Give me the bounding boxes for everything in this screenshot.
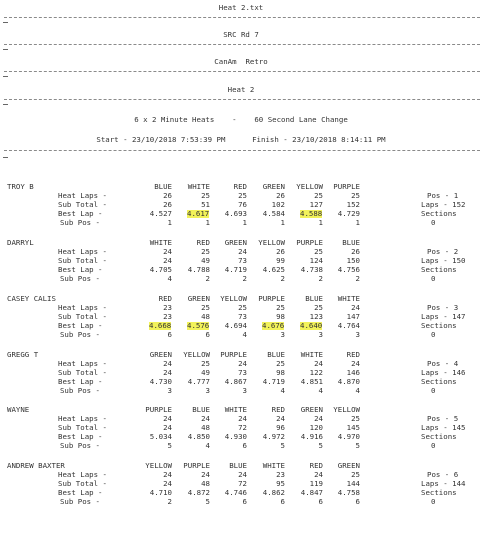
heat-laps-value: 26 [276,191,285,200]
sub-total-value: 119 [309,479,323,488]
lane-header: RED [196,238,210,247]
sub-pos-value: 1 [280,218,285,227]
sub-total-value: 98 [276,312,285,321]
lane-header: RED [309,461,323,470]
best-lap-value: 4.872 [187,488,210,497]
lane-header: BLUE [229,461,247,470]
sub-pos-value: 3 [242,386,247,395]
sub-total-value: 73 [238,368,247,377]
sub-pos-label: Sub Pos - [59,497,100,506]
heat-laps-value: 26 [163,191,172,200]
sections-label: Sections [421,432,457,441]
sub-total-value: 24 [163,368,172,377]
sub-total-value: 48 [201,479,210,488]
lane-header: GREEN [262,182,285,191]
best-lap-value: 4.710 [149,488,172,497]
best-lap-value: 4.851 [300,377,323,386]
lane-header: WHITE [224,405,247,414]
best-lap-value: 4.694 [224,321,247,330]
sub-total-value: 49 [201,368,210,377]
total-laps: Laps - 152 [421,200,466,209]
sub-pos-value: 5 [355,441,360,450]
best-lap-value: 4.640 [300,321,323,330]
sub-total-value: 73 [238,256,247,265]
sub-total-value: 146 [346,368,360,377]
sub-pos-value: 6 [242,441,247,450]
sub-pos-value: 4 [242,330,247,339]
rule [4,71,480,72]
heat-laps-value: 24 [351,303,360,312]
sub-pos-value: 3 [205,386,210,395]
position: Pos - 5 [427,414,459,423]
lane-header: PURPLE [145,405,172,414]
lane-header: YELLOW [183,350,210,359]
heat-laps-value: 24 [163,359,172,368]
heat-laps-value: 24 [238,247,247,256]
lane-header: PURPLE [333,182,360,191]
sub-pos-value: 6 [167,330,172,339]
sub-pos-value: 1 [242,218,247,227]
best-lap-value: 4.847 [300,488,323,497]
sub-total-label: Sub Total - [58,312,107,321]
heat-laps-value: 25 [238,303,247,312]
best-lap-value: 4.970 [337,432,360,441]
best-lap-value: 4.870 [337,377,360,386]
best-lap-value: 4.758 [337,488,360,497]
sub-total-value: 152 [346,200,360,209]
best-lap-value: 4.764 [337,321,360,330]
rule [4,150,480,151]
sub-pos-value: 6 [280,497,285,506]
heat-laps-label: Heat Laps - [58,303,107,312]
best-lap-value: 4.746 [224,488,247,497]
heat-laps-value: 26 [276,247,285,256]
sections-value: 0 [431,330,436,339]
sub-total-value: 23 [163,312,172,321]
sections-label: Sections [421,321,457,330]
sub-pos-value: 4 [205,441,210,450]
sub-total-label: Sub Total - [58,479,107,488]
best-lap-value: 4.588 [300,209,323,218]
sub-total-value: 95 [276,479,285,488]
sub-pos-value: 3 [167,386,172,395]
sub-pos-value: 1 [205,218,210,227]
sub-total-label: Sub Total - [58,200,107,209]
best-lap-value: 4.850 [187,432,210,441]
heat-laps-value: 25 [351,191,360,200]
sub-total-value: 124 [309,256,323,265]
heat-laps-value: 24 [314,359,323,368]
heat-laps-value: 24 [163,470,172,479]
event-title: SRC Rd 7 [223,30,259,39]
sections-label: Sections [421,209,457,218]
sub-total-value: 49 [201,256,210,265]
sub-pos-value: 4 [355,386,360,395]
best-lap-value: 4.676 [262,321,285,330]
heat-laps-value: 24 [201,470,210,479]
racer-name: WAYNE [7,405,30,414]
sub-pos-value: 2 [205,274,210,283]
lane-header: YELLOW [333,405,360,414]
lane-header: WHITE [300,350,323,359]
rule [4,17,480,18]
best-lap-value: 4.788 [187,265,210,274]
sub-pos-value: 2 [242,274,247,283]
lane-header: GREEN [187,294,210,303]
total-laps: Laps - 150 [421,256,466,265]
sub-pos-value: 5 [205,497,210,506]
best-lap-label: Best Lap - [58,321,103,330]
lane-header: BLUE [192,405,210,414]
sub-total-value: 73 [238,312,247,321]
sub-pos-value: 5 [280,441,285,450]
racer-name: CASEY CALIS [7,294,56,303]
heat-laps-value: 25 [351,414,360,423]
racer-name: DARRYL [7,238,34,247]
position: Pos - 3 [427,303,459,312]
sub-total-value: 150 [346,256,360,265]
sub-total-value: 72 [238,423,247,432]
heat-laps-value: 24 [238,414,247,423]
margin-dash [3,76,8,77]
sub-pos-value: 5 [167,441,172,450]
lane-header: PURPLE [258,294,285,303]
heat-laps-value: 24 [314,470,323,479]
racer-name: GREGG T [7,350,39,359]
sub-total-value: 99 [276,256,285,265]
best-lap-value: 5.034 [149,432,172,441]
sub-pos-label: Sub Pos - [59,386,100,395]
best-lap-value: 4.777 [187,377,210,386]
best-lap-value: 4.756 [337,265,360,274]
heat-laps-value: 24 [163,247,172,256]
best-lap-value: 4.705 [149,265,172,274]
heat-laps-value: 23 [276,470,285,479]
file-title: Heat 2.txt [218,3,264,12]
sub-total-value: 24 [163,479,172,488]
margin-dash [3,22,8,23]
sub-pos-value: 4 [167,274,172,283]
sub-total-value: 76 [238,200,247,209]
heat-laps-value: 26 [351,247,360,256]
sections-label: Sections [421,488,457,497]
lane-header: RED [233,182,247,191]
sub-pos-value: 6 [242,497,247,506]
heat-laps-value: 23 [163,303,172,312]
total-laps: Laps - 144 [421,479,466,488]
sub-pos-value: 3 [318,330,323,339]
sub-total-value: 147 [346,312,360,321]
lane-header: YELLOW [296,182,323,191]
heat-laps-label: Heat Laps - [58,191,107,200]
sub-total-value: 123 [309,312,323,321]
lane-header: YELLOW [145,461,172,470]
best-lap-value: 4.719 [224,265,247,274]
sub-total-value: 122 [309,368,323,377]
heat-laps-value: 25 [314,303,323,312]
sub-pos-value: 6 [355,497,360,506]
sub-total-value: 24 [163,423,172,432]
heat-laps-value: 25 [238,191,247,200]
heat-title: Heat 2 [227,85,255,94]
heat-laps-value: 25 [201,247,210,256]
rule [4,99,480,100]
sub-pos-value: 6 [205,330,210,339]
sub-total-value: 48 [201,312,210,321]
total-laps: Laps - 146 [421,368,466,377]
sub-pos-value: 1 [318,218,323,227]
heat-laps-value: 24 [238,470,247,479]
heat-laps-value: 25 [276,359,285,368]
margin-dash [3,49,8,50]
sub-total-value: 24 [163,256,172,265]
sub-pos-value: 4 [318,386,323,395]
lane-header: GREEN [224,238,247,247]
lane-header: GREEN [337,461,360,470]
lane-header: GREEN [149,350,172,359]
best-lap-label: Best Lap - [58,432,103,441]
best-lap-value: 4.668 [149,321,172,330]
sub-pos-value: 2 [167,497,172,506]
lane-header: GREEN [300,405,323,414]
lane-header: YELLOW [220,294,247,303]
sections-value: 0 [431,386,436,395]
heat-laps-value: 25 [314,247,323,256]
lane-header: PURPLE [220,350,247,359]
heat-laps-value: 24 [201,414,210,423]
sub-total-label: Sub Total - [58,256,107,265]
heat-laps-value: 25 [314,191,323,200]
rule [4,44,480,45]
best-lap-value: 4.527 [149,209,172,218]
sub-total-label: Sub Total - [58,368,107,377]
sub-pos-value: 2 [280,274,285,283]
sub-pos-value: 6 [318,497,323,506]
best-lap-label: Best Lap - [58,488,103,497]
sections-value: 0 [431,441,436,450]
best-lap-label: Best Lap - [58,377,103,386]
sub-pos-value: 4 [280,386,285,395]
heat-laps-value: 25 [201,359,210,368]
heat-laps-value: 25 [351,470,360,479]
sub-pos-label: Sub Pos - [59,330,100,339]
sub-pos-label: Sub Pos - [59,274,100,283]
best-lap-value: 4.617 [187,209,210,218]
lane-header: WHITE [337,294,360,303]
sub-total-value: 51 [201,200,210,209]
best-lap-label: Best Lap - [58,265,103,274]
lane-header: WHITE [262,461,285,470]
lane-header: BLUE [267,350,285,359]
total-laps: Laps - 145 [421,423,466,432]
racer-name: ANDREW BAXTER [7,461,65,470]
sub-pos-label: Sub Pos - [59,218,100,227]
position: Pos - 4 [427,359,459,368]
lane-header: BLUE [342,238,360,247]
sub-pos-value: 5 [318,441,323,450]
sub-pos-value: 1 [355,218,360,227]
sections-value: 0 [431,274,436,283]
sub-total-value: 102 [271,200,285,209]
best-lap-value: 4.576 [187,321,210,330]
best-lap-value: 4.693 [224,209,247,218]
best-lap-value: 4.738 [300,265,323,274]
lane-header: RED [271,405,285,414]
lane-header: BLUE [154,182,172,191]
position: Pos - 6 [427,470,459,479]
best-lap-value: 4.719 [262,377,285,386]
best-lap-label: Best Lap - [58,209,103,218]
best-lap-value: 4.867 [224,377,247,386]
position: Pos - 2 [427,247,459,256]
sub-pos-value: 3 [280,330,285,339]
lane-header: PURPLE [183,461,210,470]
racer-name: TROY B [7,182,34,191]
margin-dash [3,157,8,158]
heat-laps-value: 24 [314,414,323,423]
sub-total-value: 26 [163,200,172,209]
best-lap-value: 4.625 [262,265,285,274]
sub-pos-value: 2 [318,274,323,283]
lane-header: WHITE [149,238,172,247]
sections-label: Sections [421,265,457,274]
best-lap-value: 4.930 [224,432,247,441]
sub-pos-value: 1 [167,218,172,227]
lane-header: WHITE [187,182,210,191]
heat-laps-value: 24 [276,414,285,423]
sub-pos-value: 2 [355,274,360,283]
heat-laps-value: 24 [163,414,172,423]
heat-laps-label: Heat Laps - [58,247,107,256]
sub-total-value: 96 [276,423,285,432]
lane-header: RED [346,350,360,359]
lane-header: YELLOW [258,238,285,247]
best-lap-value: 4.862 [262,488,285,497]
sub-total-label: Sub Total - [58,423,107,432]
sub-total-value: 144 [346,479,360,488]
sections-value: 0 [431,497,436,506]
format-line: 6 x 2 Minute Heats - 60 Second Lane Change [134,115,348,124]
sub-pos-value: 3 [355,330,360,339]
total-laps: Laps - 147 [421,312,466,321]
heat-laps-value: 25 [201,303,210,312]
class-title: CanAm Retro [214,57,268,66]
heat-laps-value: 24 [238,359,247,368]
best-lap-value: 4.916 [300,432,323,441]
heat-laps-label: Heat Laps - [58,470,107,479]
sub-total-value: 127 [309,200,323,209]
heat-laps-value: 25 [276,303,285,312]
heat-laps-value: 24 [351,359,360,368]
position: Pos - 1 [427,191,459,200]
sections-label: Sections [421,377,457,386]
margin-dash [3,104,8,105]
heat-laps-label: Heat Laps - [58,414,107,423]
best-lap-value: 4.972 [262,432,285,441]
heat-laps-label: Heat Laps - [58,359,107,368]
sub-total-value: 98 [276,368,285,377]
lane-header: PURPLE [296,238,323,247]
lane-header: RED [158,294,172,303]
best-lap-value: 4.730 [149,377,172,386]
lane-header: BLUE [305,294,323,303]
sections-value: 0 [431,218,436,227]
sub-total-value: 48 [201,423,210,432]
sub-total-value: 120 [309,423,323,432]
sub-total-value: 72 [238,479,247,488]
heat-laps-value: 25 [201,191,210,200]
sub-total-value: 145 [346,423,360,432]
best-lap-value: 4.729 [337,209,360,218]
sub-pos-label: Sub Pos - [59,441,100,450]
time-line: Start - 23/10/2018 7:53:39 PM Finish - 23/10/2018 8:14:11 PM [96,135,386,144]
best-lap-value: 4.584 [262,209,285,218]
